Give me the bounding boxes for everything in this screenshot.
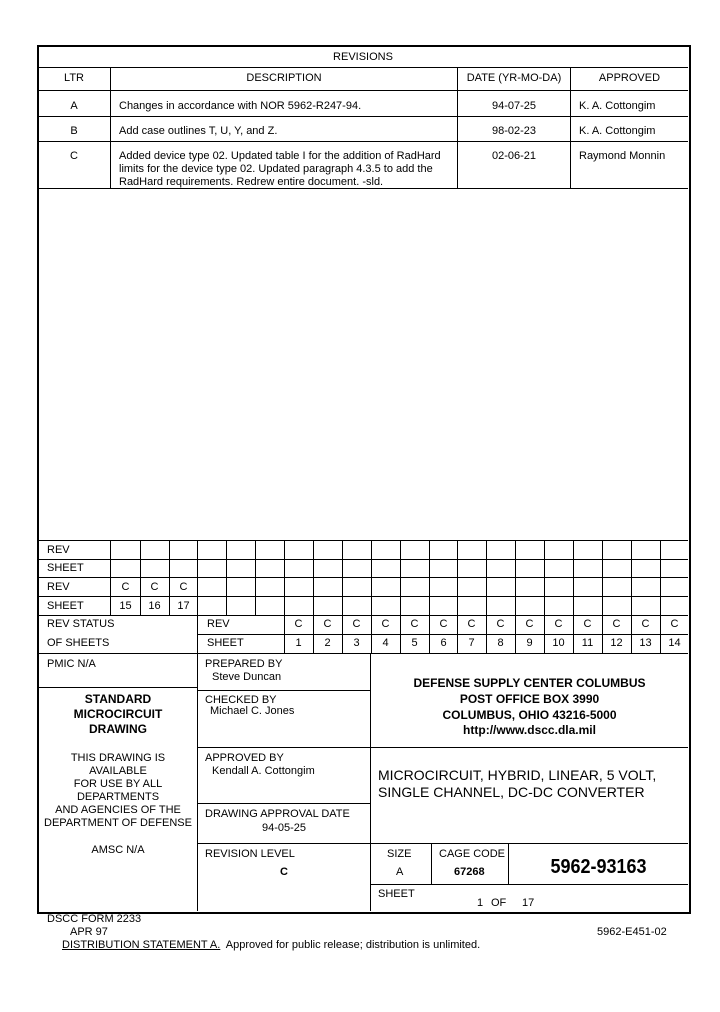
approved-by-label: APPROVED BY — [205, 752, 284, 764]
upper-sheet-cell: 16 — [148, 600, 161, 612]
cage-code-label: CAGE CODE — [439, 848, 506, 860]
standard-line: DRAWING — [89, 722, 147, 736]
ltr-header: LTR — [64, 72, 84, 84]
lower-sheet-cell: 5 — [411, 637, 418, 649]
rev-row-a-date: 94-07-25 — [491, 100, 537, 112]
sheet-total: 17 — [522, 897, 535, 909]
availability-line: DEPARTMENTS — [76, 791, 160, 803]
approval-date: 94-05-25 — [261, 822, 307, 834]
rev-row-a-approved: K. A. Cottongim — [579, 100, 656, 112]
sheet-label: SHEET — [378, 888, 415, 900]
lower-rev-cell: C — [670, 618, 679, 630]
rev-row-c-ltr: C — [70, 150, 78, 162]
prepared-by-label: PREPARED BY — [205, 658, 283, 670]
lower-rev-cell: C — [467, 618, 476, 630]
lower-sheet-cell: 2 — [324, 637, 331, 649]
lower-rev-cell: C — [323, 618, 332, 630]
lower-sheet-cell: 13 — [639, 637, 652, 649]
upper-rev-cell: C — [150, 581, 159, 593]
lower-rev-cell: C — [612, 618, 621, 630]
agency-line: COLUMBUS, OHIO 43216-5000 — [442, 708, 617, 722]
rev-row-b-description: Add case outlines T, U, Y, and Z. — [119, 125, 278, 137]
prepared-by-name: Steve Duncan — [212, 671, 282, 683]
drawing-number: 5962-93163 — [550, 856, 647, 878]
upper-sheet-cell: 15 — [119, 600, 132, 612]
upper-sheet-cell: 17 — [177, 600, 190, 612]
lower-rev-cell: C — [352, 618, 361, 630]
lower-sheet-cell: 12 — [610, 637, 623, 649]
distribution-text: Approved for public release; distribution is unlimited. — [220, 939, 481, 951]
of-sheets-label: OF SHEETS — [47, 637, 110, 649]
form-number: DSCC FORM 2233 — [47, 913, 142, 925]
lower-sheet-cell: 10 — [552, 637, 565, 649]
upper-rev-cell: C — [121, 581, 130, 593]
approved-by-name: Kendall A. Cottongim — [212, 765, 315, 777]
approved-header: APPROVED — [598, 72, 661, 84]
rev-row-b-ltr: B — [70, 125, 78, 137]
upper-rev-label: REV — [47, 581, 70, 593]
rev-row-c-description-line: RadHard requirements. Redrew entire document. -sld. — [119, 176, 384, 188]
availability-line: AVAILABLE — [89, 765, 147, 777]
rev-row-c-date: 02-06-21 — [491, 150, 537, 162]
blank-sheet-label: SHEET — [47, 562, 84, 574]
amsc-label: AMSC N/A — [91, 844, 145, 856]
lower-sheet-cell: 9 — [526, 637, 533, 649]
agency-line: DEFENSE SUPPLY CENTER COLUMBUS — [413, 676, 646, 690]
pmic-label: PMIC N/A — [47, 658, 96, 670]
date-header: DATE (YR-MO-DA) — [466, 72, 562, 84]
revision-level-label: REVISION LEVEL — [205, 848, 295, 860]
lower-rev-cell: C — [525, 618, 534, 630]
revision-level: C — [280, 866, 288, 878]
sheet-number: 1 — [477, 897, 484, 909]
availability-line: FOR USE BY ALL — [73, 778, 163, 790]
lower-rev-cell: C — [496, 618, 505, 630]
form-date: APR 97 — [70, 926, 108, 938]
lower-rev-cell: C — [410, 618, 419, 630]
availability-line: DEPARTMENT OF DEFENSE — [44, 817, 192, 829]
rev-row-c-description-line: limits for the device type 02. Updated paragraph 4.3.5 to add the — [119, 163, 433, 175]
lower-rev-cell: C — [641, 618, 650, 630]
document-code: 5962-E451-02 — [597, 926, 667, 938]
lower-sheet-cell: 8 — [497, 637, 504, 649]
lower-sheet-cell: 1 — [295, 637, 302, 649]
checked-by-label: CHECKED BY — [205, 694, 277, 706]
lower-sheet-cell: 11 — [581, 637, 594, 649]
rev-row-c-approved: Raymond Monnin — [579, 150, 666, 162]
standard-line: MICROCIRCUIT — [73, 707, 163, 721]
lower-rev-cell: C — [294, 618, 303, 630]
approval-date-label: DRAWING APPROVAL DATE — [205, 808, 350, 820]
lower-rev-cell: C — [554, 618, 563, 630]
lower-sheet-cell: 3 — [353, 637, 360, 649]
upper-sheet-label: SHEET — [47, 600, 84, 612]
description-header: DESCRIPTION — [246, 72, 322, 84]
upper-rev-cell: C — [179, 581, 188, 593]
rev-row-b-date: 98-02-23 — [491, 125, 537, 137]
lower-rev-cell: C — [381, 618, 390, 630]
drawing-title-line: SINGLE CHANNEL, DC-DC CONVERTER — [378, 784, 645, 800]
drawing-title-line: MICROCIRCUIT, HYBRID, LINEAR, 5 VOLT, — [378, 767, 657, 783]
lower-sheet-cell: 4 — [382, 637, 389, 649]
lower-rev-cell: C — [583, 618, 592, 630]
checked-by-name: Michael C. Jones — [210, 705, 295, 717]
rev-row-b-approved: K. A. Cottongim — [579, 125, 656, 137]
agency-website: http://www.dscc.dla.mil — [463, 723, 596, 737]
rev-row-c-description-line: Added device type 02. Updated table I for the addition of RadHard — [119, 150, 441, 162]
revisions-title: REVISIONS — [333, 51, 393, 63]
cage-code-value: 67268 — [454, 866, 485, 878]
rev-status-label: REV STATUS — [47, 618, 115, 630]
distribution-statement — [62, 939, 480, 952]
lower-sheet-cell: 7 — [468, 637, 475, 649]
availability-line: AND AGENCIES OF THE — [55, 804, 181, 816]
size-label: SIZE — [387, 848, 412, 860]
lower-sheet-label: SHEET — [207, 637, 244, 649]
lower-rev-label: REV — [207, 618, 230, 630]
standard-line: STANDARD — [84, 692, 152, 706]
agency-line: POST OFFICE BOX 3990 — [459, 692, 600, 706]
sheet-of-label: OF — [491, 897, 507, 909]
rev-row-a-description: Changes in accordance with NOR 5962-R247-94. — [119, 100, 362, 112]
size-value: A — [396, 866, 404, 878]
distribution-label: DISTRIBUTION STATEMENT A. — [62, 939, 221, 951]
blank-rev-label: REV — [47, 544, 70, 556]
lower-sheet-cell: 14 — [668, 637, 681, 649]
rev-row-a-ltr: A — [70, 100, 78, 112]
lower-rev-cell: C — [439, 618, 448, 630]
lower-sheet-cell: 6 — [440, 637, 447, 649]
availability-line: THIS DRAWING IS — [70, 752, 166, 764]
